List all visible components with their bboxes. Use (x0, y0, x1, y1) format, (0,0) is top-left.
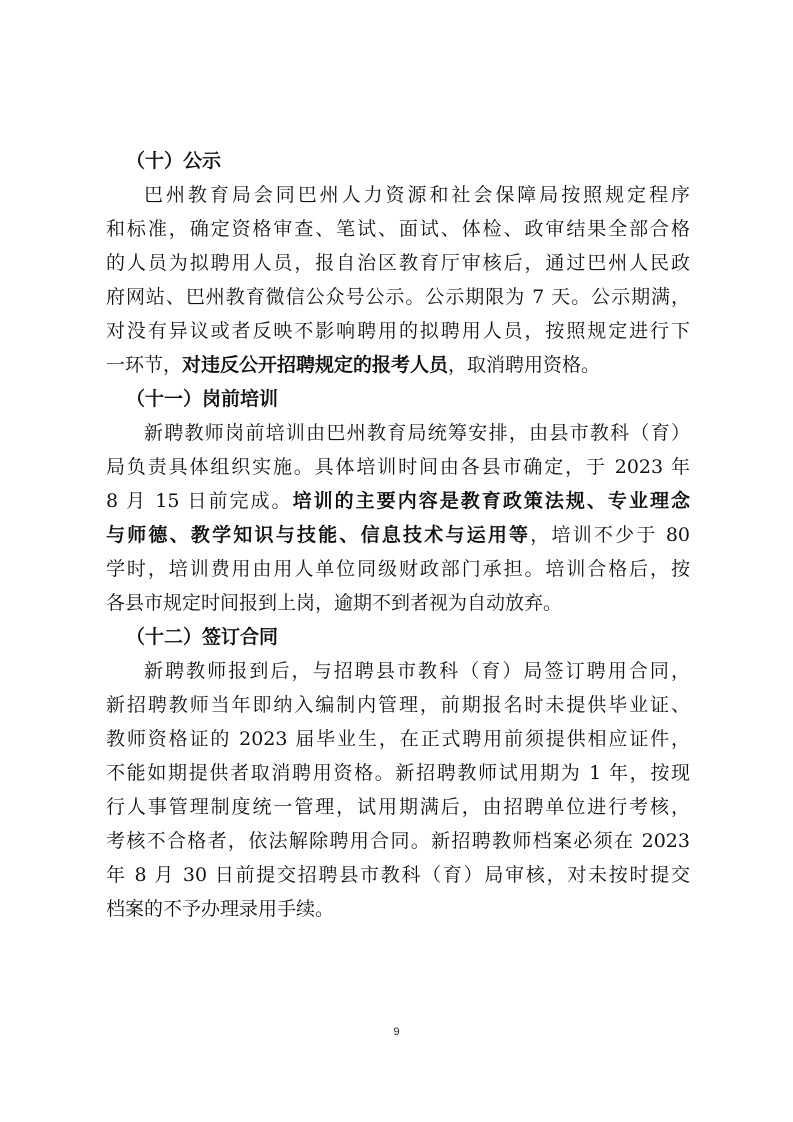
text-fragment: ，培训不少于 80 (530, 524, 690, 546)
text-line: 档案的不予办理录用手续。 (106, 898, 335, 920)
text-line: 新聘教师报到后，与招聘县市教科（育）局签订聘用合同， (144, 660, 690, 682)
paragraph-public-notice (106, 178, 690, 382)
section-heading-pre-job-training: （十一）岗前培训 (126, 388, 279, 410)
text-line: 府网站、巴州教育微信公众号公示。公示期限为 7 天。公示期满， (106, 286, 690, 308)
text-line: 行人事管理制度统一管理，试用期满后，由招聘单位进行考核， (106, 796, 690, 818)
text-line: 的人员为拟聘用人员，报自治区教育厅审核后，通过巴州人民政 (106, 252, 690, 274)
document-body (106, 144, 690, 926)
text-line: 学时，培训费用由用人单位同级财政部门承担。培训合格后，按 (106, 558, 690, 580)
text-line: 局负责具体组织实施。具体培训时间由各县市确定，于 2023 年 (106, 456, 690, 478)
section-heading-public-notice: （十）公示 (126, 150, 222, 172)
text-line (106, 518, 690, 552)
bold-emphasis: 对违反公开招聘规定的报考人员 (182, 354, 449, 376)
text-line: 巴州教育局会同巴州人力资源和社会保障局按照规定程序 (144, 184, 690, 206)
text-line (106, 484, 690, 518)
text-line: 对没有异议或者反映不影响聘用的拟聘用人员，按照规定进行下 (106, 320, 690, 342)
text-line (106, 348, 690, 382)
text-line: 考核不合格者，依法解除聘用合同。新招聘教师档案必须在 2023 (106, 830, 690, 852)
text-fragment: 一环节， (106, 354, 183, 376)
paragraph-sign-contract (106, 654, 690, 926)
paragraph-pre-job-training (106, 416, 690, 620)
text-line: 新聘教师岗前培训由巴州教育局统筹安排，由县市教科（育） (144, 422, 690, 444)
section-heading-sign-contract: （十二）签订合同 (126, 626, 279, 648)
text-line: 新招聘教师当年即纳入编制内管理，前期报名时未提供毕业证、 (106, 694, 690, 716)
bold-emphasis: 培训的主要内容是教育政策法规、专业理念 (292, 490, 690, 512)
text-line: 不能如期提供者取消聘用资格。新招聘教师试用期为 1 年，按现 (106, 762, 690, 784)
text-fragment: 8 月 15 日前完成。 (106, 490, 293, 512)
text-line: 和标准，确定资格审查、笔试、面试、体检、政审结果全部合格 (106, 218, 690, 240)
text-line: 教师资格证的 2023 届毕业生，在正式聘用前须提供相应证件， (106, 728, 690, 750)
text-fragment: ，取消聘用资格。 (448, 354, 601, 376)
text-line: 年 8 月 30 日前提交招聘县市教科（育）局审核，对未按时提交 (106, 864, 690, 886)
text-line: 各县市规定时间报到上岗，逾期不到者视为自动放弃。 (106, 592, 563, 614)
bold-emphasis: 与师德、教学知识与技能、信息技术与运用等 (106, 524, 531, 546)
page-number: 9 (393, 1026, 400, 1038)
